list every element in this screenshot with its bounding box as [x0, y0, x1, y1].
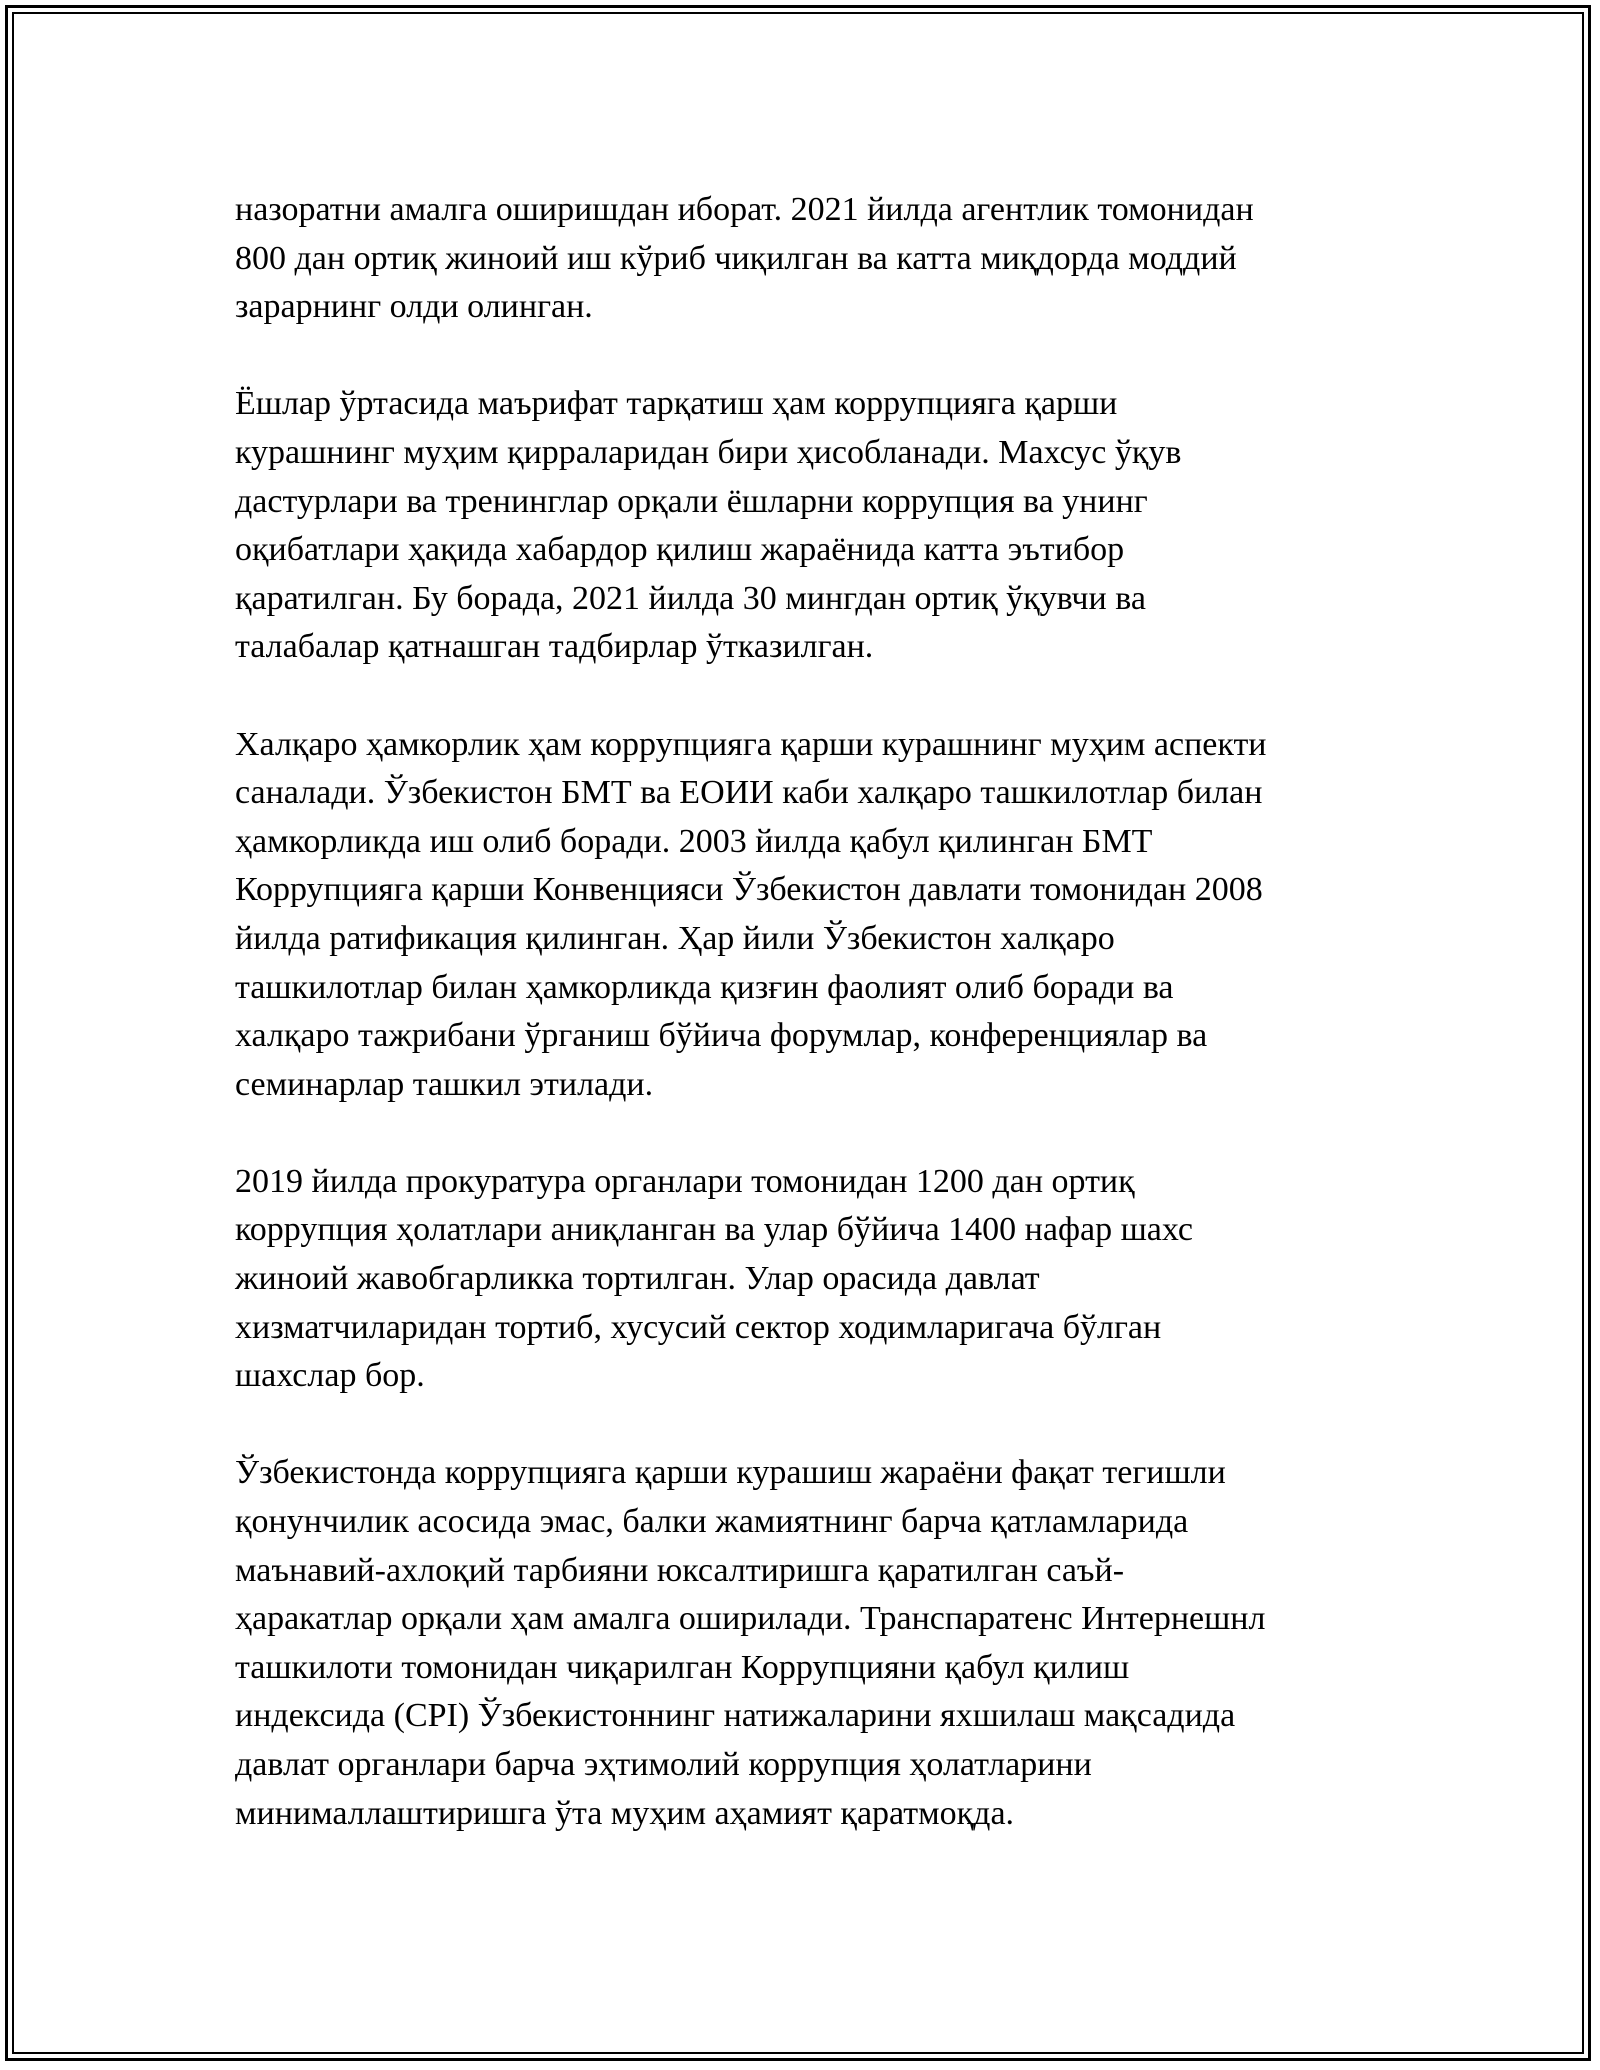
text-line: халқаро тажрибани ўрганиш бўйича форумлар, конференциялар ва	[235, 1017, 1208, 1055]
text-line: назоратни амалга оширишдан иборат. 2021 йилда агентлик томонидан	[235, 191, 1254, 228]
text-line: 800 дан ортиқ жиноий иш кўриб чиқилган ва катта миқдорда моддий	[235, 239, 1237, 277]
text-line: семинарлар ташкил этилади.	[235, 1065, 654, 1103]
text-line: минималлаштиришга ўта муҳим аҳамият қаратмоқда.	[235, 1794, 1015, 1832]
text-line: Халқаро ҳамкорлик ҳам коррупцияга қарши курашнинг муҳим аспекти	[235, 725, 1267, 763]
text-line: ҳаракатлар орқали ҳам амалга оширилади. Транспаратенс Интернешнл	[235, 1600, 1266, 1638]
text-line: саналади. Ўзбекистон БМТ ва ЕОИИ каби халқаро ташкилотлар билан	[235, 774, 1263, 812]
text-line: Ёшлар ўртасида маърифат тарқатиш ҳам коррупцияга қарши	[235, 385, 1118, 423]
paragraph	[235, 186, 1370, 332]
text-line: коррупция ҳолатлари аниқланган ва улар бўйича 1400 нафар шахс	[235, 1211, 1193, 1249]
text-line: маънавий-ахлоқий тарбияни юксалтиришга қаратилган саъй-	[235, 1551, 1125, 1589]
text-line: Ўзбекистонда коррупцияга қарши курашиш жараёни фақат тегишли	[235, 1454, 1226, 1492]
paragraph	[235, 1158, 1370, 1401]
text-line: курашнинг муҳим қирраларидан бири ҳисобланади. Махсус ўқув	[235, 433, 1182, 471]
text-line: ҳамкорликда иш олиб боради. 2003 йилда қабул қилинган БМТ	[235, 822, 1153, 860]
text-line: ташкилотлар билан ҳамкорликда қизғин фаолият олиб боради ва	[235, 968, 1174, 1006]
text-line: индексида (CPI) Ўзбекистоннинг натижаларини яхшилаш мақсадида	[235, 1697, 1236, 1735]
document-body	[235, 186, 1370, 1887]
text-line: дастурлари ва тренинглар орқали ёшларни коррупция ва унинг	[235, 482, 1148, 520]
text-line: оқибатлари ҳақида хабардор қилиш жараёнида катта эътибор	[235, 531, 1125, 569]
paragraph	[235, 721, 1370, 1110]
text-line: талабалар қатнашган тадбирлар ўтказилган.	[235, 628, 874, 666]
text-line: зарарнинг олди олинган.	[235, 288, 593, 326]
paragraph	[235, 380, 1370, 672]
paragraph	[235, 1449, 1370, 1838]
text-line: давлат органлари барча эҳтимолий коррупция ҳолатларини	[235, 1746, 1092, 1783]
text-line: қаратилган. Бу борада, 2021 йилда 30 мингдан ортиқ ўқувчи ва	[235, 579, 1146, 617]
text-line: қонунчилик асосида эмас, балки жамиятнинг барча қатламларида	[235, 1503, 1189, 1541]
text-line: ташкилоти томонидан чиқарилган Коррупцияни қабул қилиш	[235, 1648, 1130, 1686]
text-line: жиноий жавобгарликка тортилган. Улар орасида давлат	[235, 1260, 1040, 1298]
text-line: хизматчиларидан тортиб, хусусий сектор ходимларигача бўлган	[235, 1308, 1162, 1346]
text-line: йилда ратификация қилинган. Ҳар йили Ўзбекистон халқаро	[235, 919, 1115, 957]
text-line: 2019 йилда прокуратура органлари томонидан 1200 дан ортиқ	[235, 1162, 1135, 1200]
text-line: шахслар бор.	[235, 1357, 425, 1395]
text-line: Коррупцияга қарши Конвенцияси Ўзбекистон давлати томонидан 2008	[235, 871, 1263, 909]
